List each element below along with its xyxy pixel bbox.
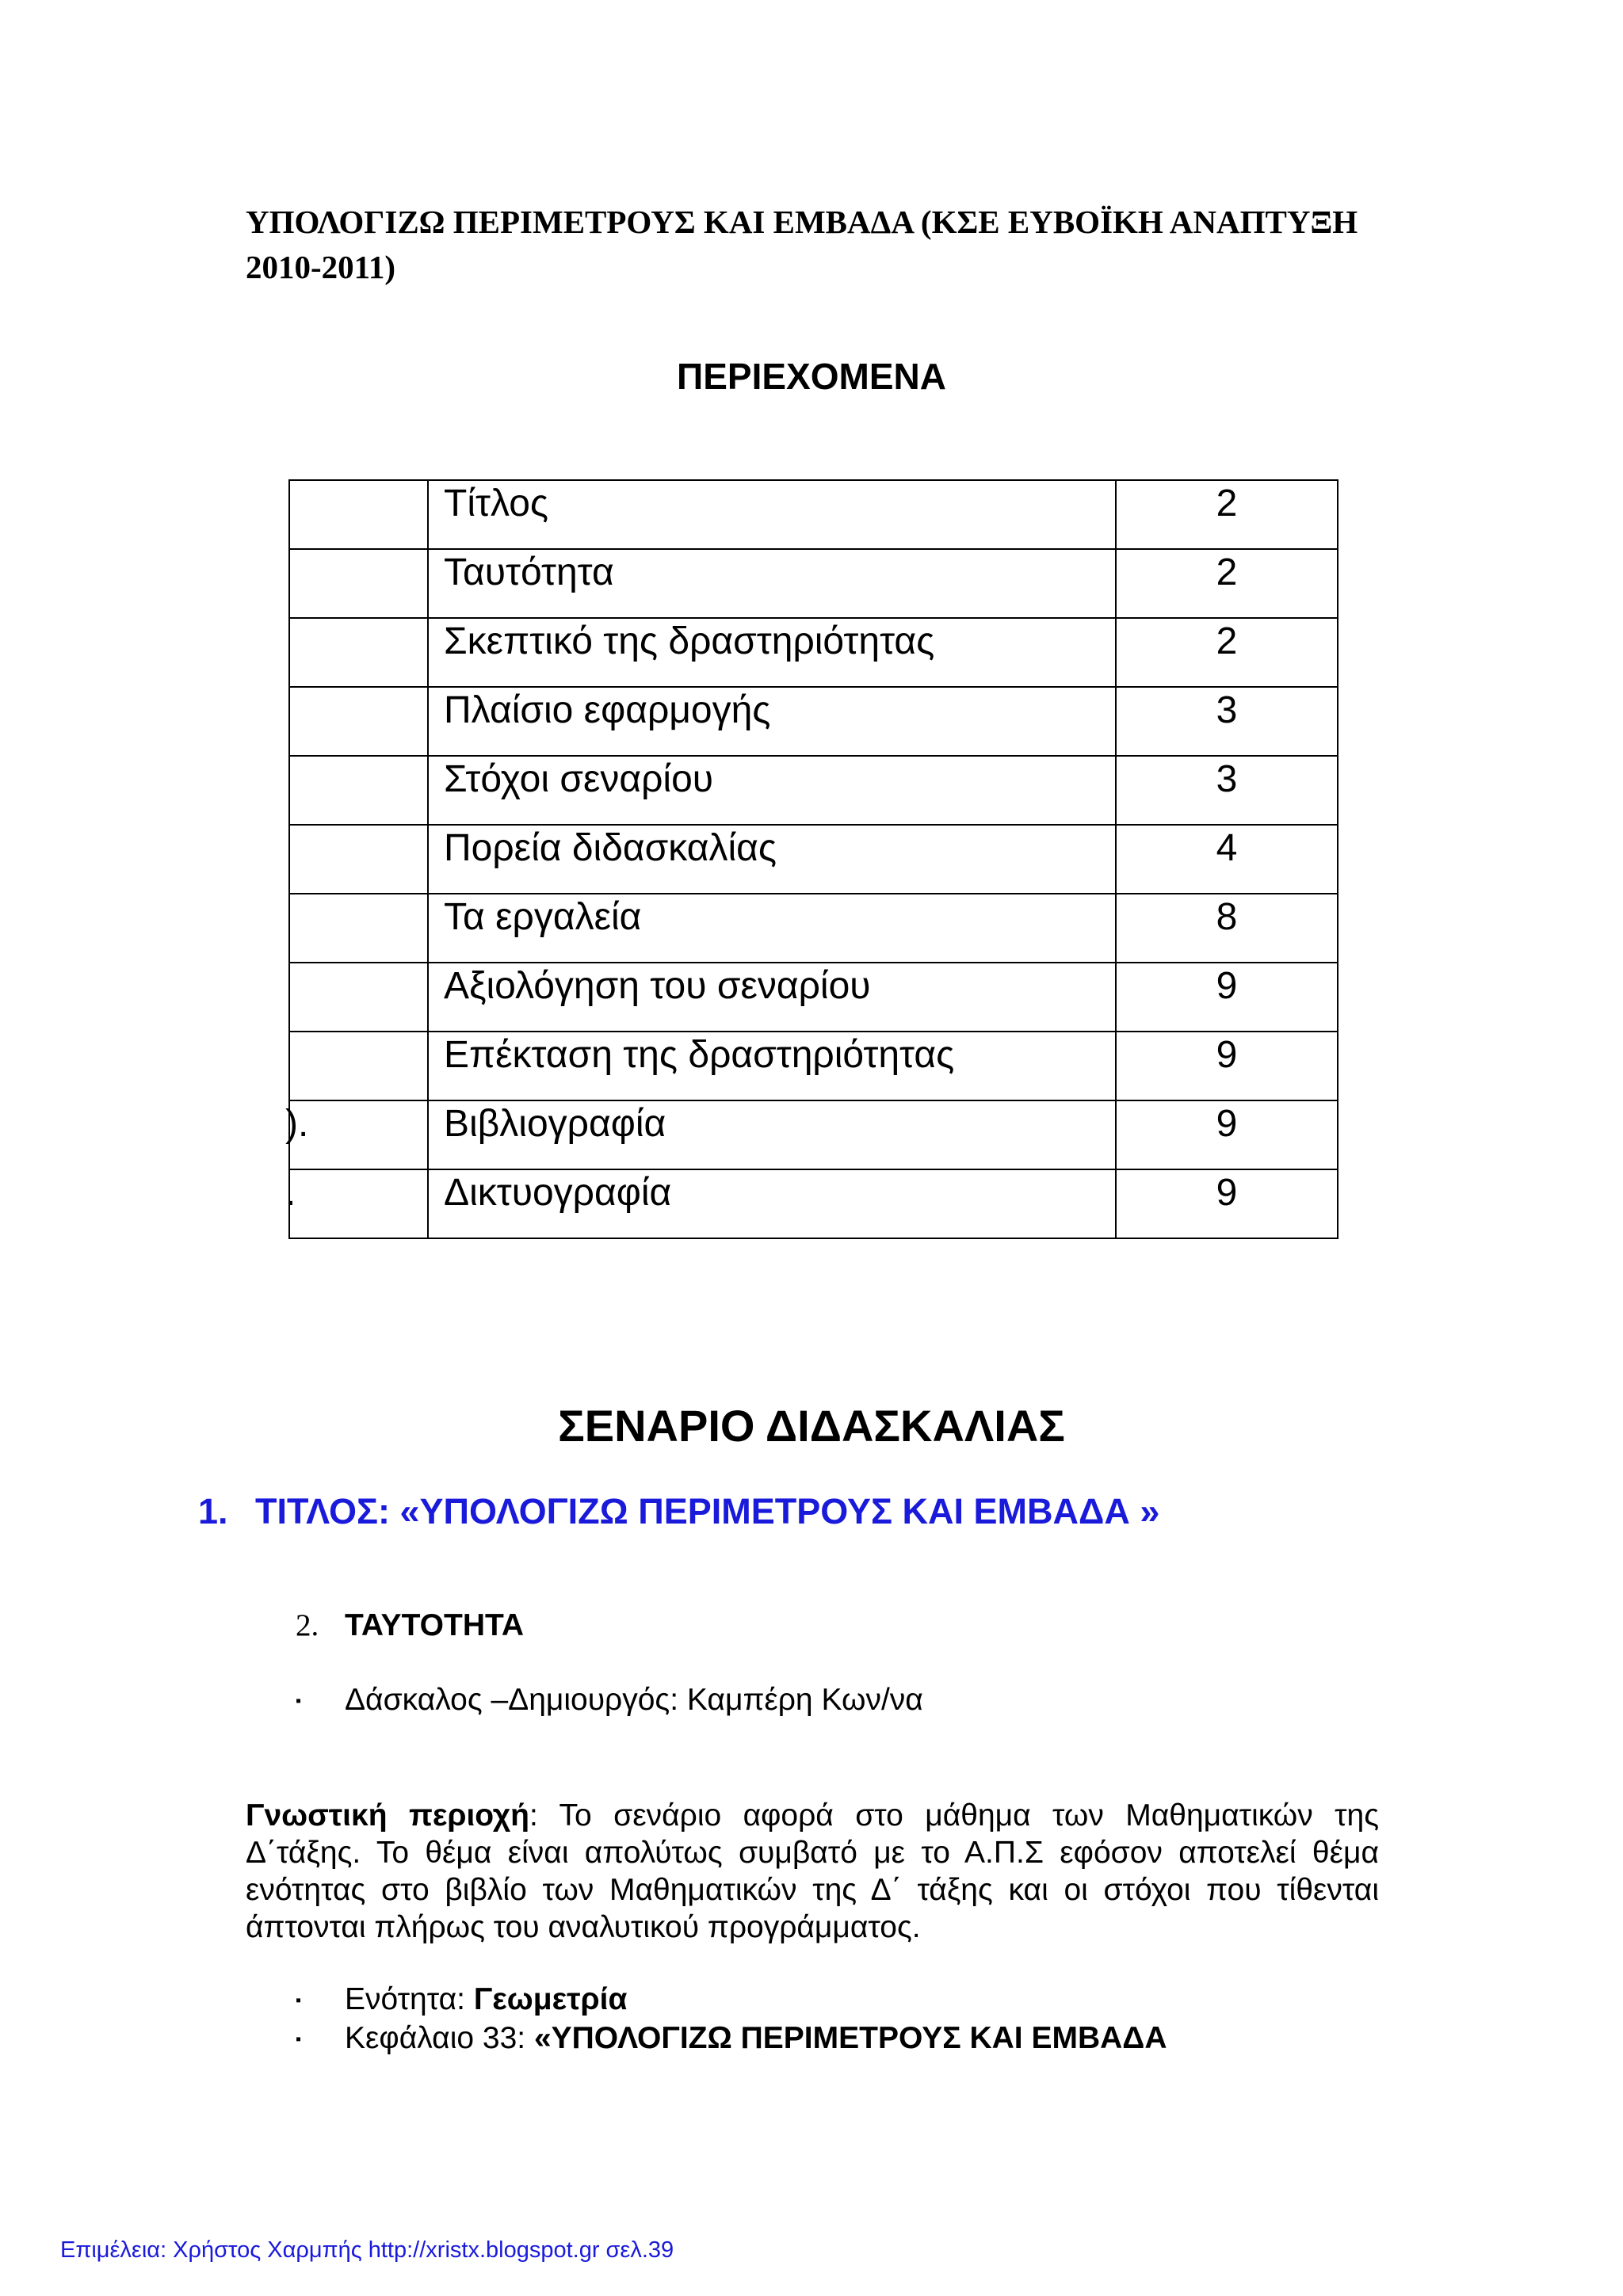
- toc-row-label: Σκεπτικό της δραστηριότητας: [444, 620, 935, 662]
- toc-row-page: 2: [1216, 620, 1238, 662]
- toc-heading: ΠΕΡΙΕΧΟΜΕΝΑ: [677, 356, 946, 397]
- toc-row-label: Βιβλιογραφία: [444, 1103, 666, 1145]
- toc-row-label: Πορεία διδασκαλίας: [444, 827, 777, 869]
- toc-row-page: 9: [1216, 1034, 1238, 1076]
- toc-row-label: Δικτυογραφία: [444, 1172, 672, 1214]
- list-item: [296, 1681, 923, 1720]
- toc-row-page: 9: [1216, 965, 1238, 1007]
- square-bullet-icon: ▪: [296, 1692, 302, 1711]
- toc-row-page: 2: [1216, 551, 1238, 593]
- toc-row-label: Επέκταση της δραστηριότητας: [444, 1034, 955, 1076]
- toc-row-page: 3: [1216, 758, 1238, 800]
- unit-list: [296, 1981, 1167, 2058]
- section-title-heading: [198, 1489, 1159, 1534]
- toc-row-page: 2: [1216, 482, 1238, 524]
- toc-row-page: 4: [1216, 827, 1238, 869]
- teacher-list: [296, 1681, 923, 1720]
- toc-row: [289, 480, 1338, 549]
- section-number: 2.: [296, 1608, 319, 1642]
- list-item: [296, 2019, 1167, 2058]
- toc-row: [289, 825, 1338, 894]
- teacher-text: Δάσκαλος –Δημιουργός: Καμπέρη Κων/να: [345, 1683, 923, 1717]
- toc-row-label: Τα εργαλεία: [444, 896, 642, 938]
- knowledge-area-paragraph: [246, 1797, 1379, 1946]
- section-identity-heading: [296, 1606, 524, 1646]
- toc-row: [289, 963, 1338, 1032]
- toc-row-number: ).: [285, 1103, 309, 1145]
- section-title: ΤΑΥΤΟΤΗΤΑ: [345, 1608, 525, 1642]
- toc-row-number: .: [285, 1172, 296, 1214]
- toc-row: [289, 549, 1338, 618]
- knowledge-area-label: Γνωστική περιοχή: [246, 1798, 529, 1833]
- knowledge-area-text: : Το σενάριο αφορά στο μάθημα των Μαθηματικών της Δ΄τάξης. Το θέμα είναι απολύτως συμβατό με το Α.Π.Σ εφόσον αποτελεί θέμα ενότητας στο βιβλίο των Μαθηματικών της Δ΄ τάξης και οι στόχοι που τίθενται άπτονται πλήρως του αναλυτικού προγράμματος.: [246, 1798, 1379, 1944]
- toc-row-label: Τίτλος: [444, 482, 549, 524]
- square-bullet-icon: ▪: [296, 2031, 302, 2049]
- toc-row-label: Στόχοι σεναρίου: [444, 758, 714, 800]
- scenario-heading: ΣΕΝΑΡΙΟ ΔΙΔΑΣΚΑΛΙΑΣ: [558, 1401, 1065, 1451]
- toc-row-label: Αξιολόγηση του σεναρίου: [444, 965, 871, 1007]
- unit-label: Ενότητα:: [345, 1982, 474, 2016]
- square-bullet-icon: ▪: [296, 1992, 302, 2010]
- unit-value: Γεωμετρία: [473, 1982, 628, 2016]
- document-title: ΥΠΟΛΟΓΙΖΩ ΠΕΡΙΜΕΤΡΟΥΣ ΚΑΙ ΕΜΒΑΔΑ (ΚΣΕ ΕΥΒΟΪΚΗ ΑΝΑΠΤΥΞΗ 2010-2011): [246, 204, 1358, 285]
- toc-row-label: Ταυτότητα: [444, 551, 614, 593]
- list-item: [296, 1981, 1167, 2019]
- chapter-value: «ΥΠΟΛΟΓΙΖΩ ΠΕΡΙΜΕΤΡΟΥΣ ΚΑΙ ΕΜΒΑΔΑ: [533, 2021, 1167, 2056]
- section-title: ΤΙΤΛΟΣ: «ΥΠΟΛΟΓΙΖΩ ΠΕΡΙΜΕΤΡΟΥΣ ΚΑΙ ΕΜΒΑΔΑ »: [255, 1491, 1160, 1531]
- toc-row-page: 3: [1216, 689, 1238, 731]
- toc-row: [289, 756, 1338, 825]
- toc-row: [289, 687, 1338, 756]
- page-footer: Επιμέλεια: Χρήστος Χαρμπής http://xristx.blogspot.gr σελ.39: [60, 2237, 674, 2263]
- toc-row: [289, 1032, 1338, 1100]
- toc-row: [289, 618, 1338, 687]
- table-of-contents: [285, 479, 1338, 1239]
- toc-row-page: 9: [1216, 1103, 1238, 1145]
- toc-row: [289, 1100, 1338, 1169]
- toc-row: [289, 1169, 1338, 1238]
- toc-row: [289, 894, 1338, 963]
- section-number: 1.: [198, 1491, 228, 1531]
- toc-row-label: Πλαίσιο εφαρμογής: [444, 689, 771, 731]
- toc-row-page: 9: [1216, 1172, 1238, 1214]
- chapter-label: Κεφάλαιο 33:: [345, 2021, 534, 2056]
- toc-row-page: 8: [1216, 896, 1238, 938]
